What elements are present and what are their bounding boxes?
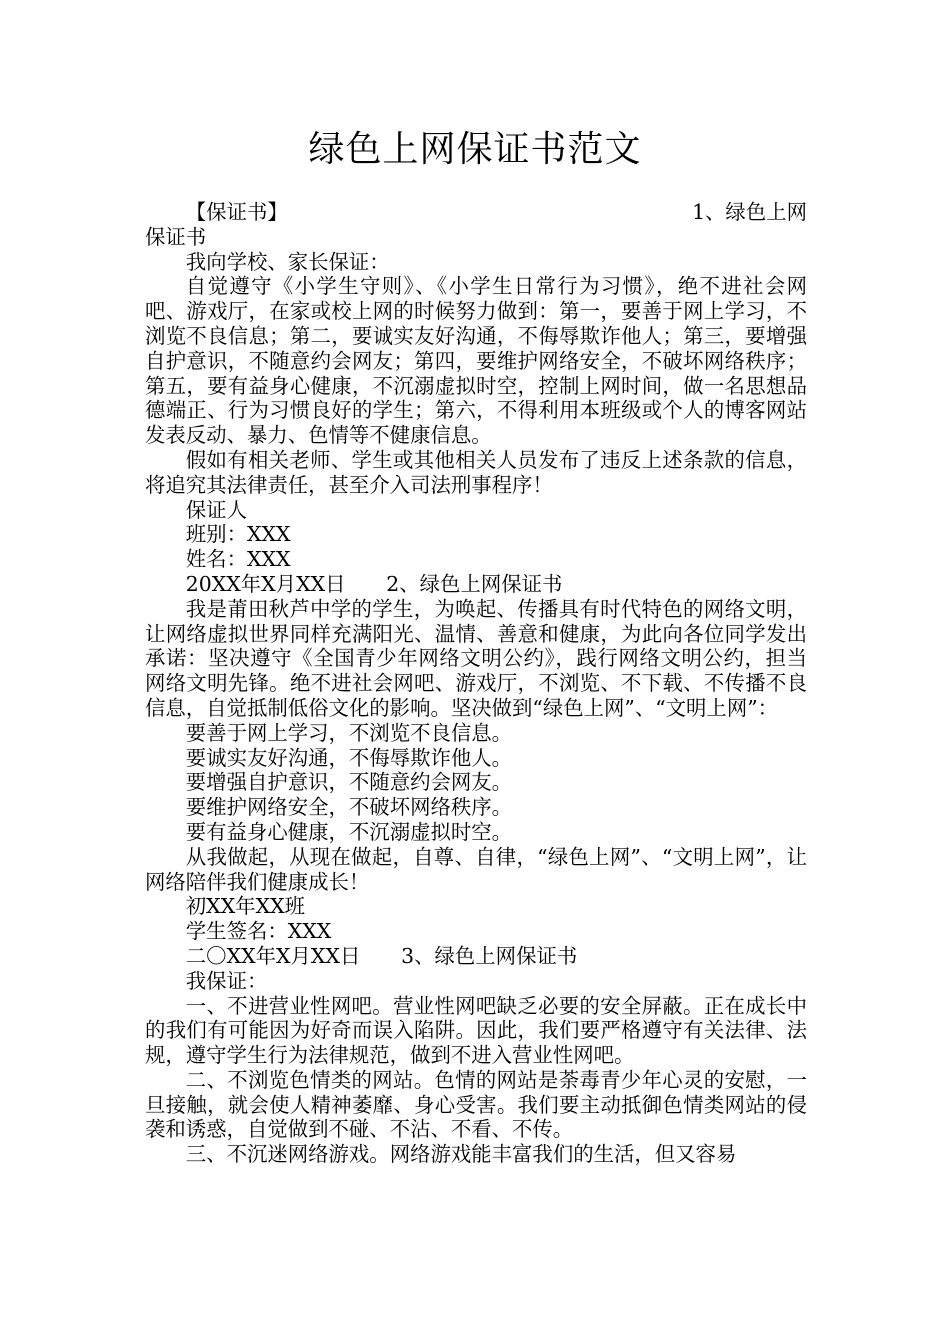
- section2-heading: 2、绿色上网保证书: [386, 571, 563, 596]
- section3-paragraph-1: 一、不进营业性网吧。营业性网吧缺乏必要的安全屏蔽。正在成长中的我们有可能因为好奇而误入陷阱。因此，我们要严格遵守有关法律、法规，遵守学生行为法律规范，做到不进入营业性网吧。: [145, 993, 807, 1068]
- section3-heading: 3、绿色上网保证书: [401, 943, 578, 968]
- section2-date-line: [145, 944, 807, 969]
- section2-paragraph-2: 从我做起，从现在做起，自尊、自律，“绿色上网”、“文明上网”，让网络陪伴我们健康成长！: [145, 844, 807, 894]
- section1-heading-right: 1、绿色上网: [692, 200, 807, 224]
- section1-date-line: [145, 572, 807, 597]
- section1-intro: 我向学校、家长保证：: [185, 249, 390, 274]
- section1-label: 【保证书】: [185, 200, 288, 224]
- section1-name: 姓名：XXX: [185, 547, 291, 572]
- section2-signature: 学生签名：XXX: [185, 919, 332, 944]
- document-title: 绿色上网保证书范文: [308, 129, 642, 170]
- section3-paragraph-2: 二、不浏览色情类的网站。色情的网站是荼毒青少年心灵的安慰，一旦接触，就会使人精神萎靡、身心受害。我们要主动抵御色情类网站的侵袭和诱惑，自觉做到不碰、不沾、不看、不传。: [145, 1067, 807, 1142]
- section3-paragraph-3: 三、不沉迷网络游戏。网络游戏能丰富我们的生活，但又容易: [185, 1142, 737, 1167]
- section2-item-1: 要善于网上学习，不浏览不良信息。: [185, 720, 513, 745]
- section1-date: 20XX年X月XX日: [185, 571, 346, 596]
- section1-guarantor: 保证人: [185, 497, 247, 522]
- section1-class: 班别：XXX: [185, 522, 291, 547]
- document-body: [145, 200, 807, 1167]
- section2-class: 初XX年XX班: [185, 894, 306, 919]
- section3-intro: 我保证：: [185, 968, 268, 993]
- section2-item-2: 要诚实友好沟通，不侮辱欺诈他人。: [185, 745, 513, 770]
- section2-item-5: 要有益身心健康，不沉溺虚拟时空。: [185, 819, 513, 844]
- section2-item-4: 要维护网络安全，不破坏网络秩序。: [185, 795, 513, 820]
- section2-item-3: 要增强自护意识，不随意约会网友。: [185, 770, 513, 795]
- section1-heading-wrap: 保证书: [145, 224, 207, 249]
- section1-heading: [145, 200, 807, 225]
- section1-paragraph-2: 假如有相关老师、学生或其他相关人员发布了违反上述条款的信息，将追究其法律责任，甚至介入司法刑事程序！: [145, 447, 807, 497]
- section2-date: 二〇XX年X月XX日: [185, 943, 361, 968]
- section1-paragraph-1: 自觉遵守《小学生守则》、《小学生日常行为习惯》，绝不进社会网吧、游戏厅，在家或校上网的时候努力做到：第一，要善于网上学习，不浏览不良信息；第二，要诚实友好沟通，不侮辱欺诈他人；第三，要增强自护意识，不随意约会网友；第四，要维护网络安全，不破坏网络秩序；第五，要有益身心健康，不沉溺虚拟时空，控制上网时间，做一名思想品德端正、行为习惯良好的学生；第六，不得利用本班级或个人的博客网站发表反动、暴力、色情等不健康信息。: [145, 274, 807, 448]
- section2-paragraph-1: 我是莆田秋芦中学的学生，为唤起、传播具有时代特色的网络文明，让网络虚拟世界同样充满阳光、温情、善意和健康，为此向各位同学发出承诺：坚决遵守《全国青少年网络文明公约》，践行网络文明公约，担当网络文明先锋。绝不进社会网吧、游戏厅，不浏览、不下载、不传播不良信息，自觉抵制低俗文化的影响。坚决做到“绿色上网”、“文明上网”：: [145, 596, 807, 720]
